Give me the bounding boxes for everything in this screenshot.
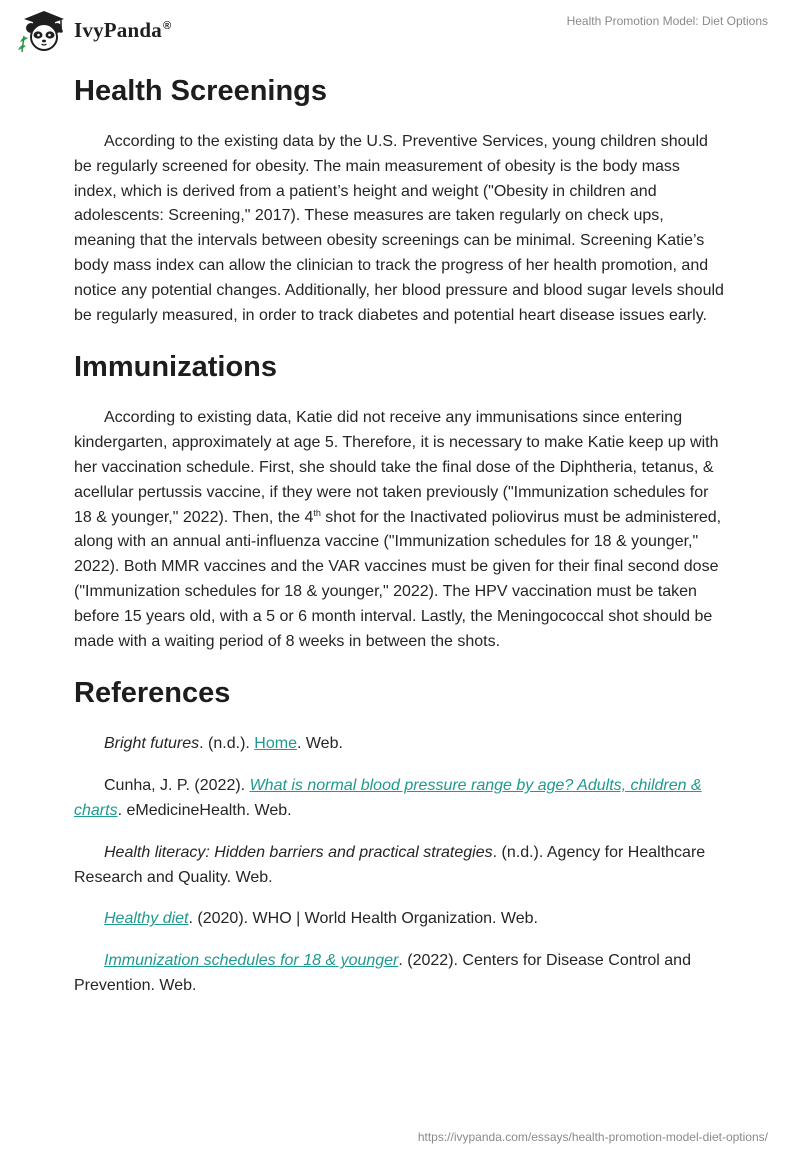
heading-references: References xyxy=(74,677,231,710)
reference-item xyxy=(74,841,726,891)
reference-link-immunization-schedules[interactable]: Immunization schedules for 18 & younger xyxy=(104,952,399,970)
reference-author: Cunha, J. P. (2022). xyxy=(104,777,250,795)
reference-item xyxy=(74,774,726,824)
reference-item xyxy=(74,949,726,999)
page-header xyxy=(0,0,800,62)
section-references xyxy=(74,674,726,998)
reference-title: Bright futures xyxy=(104,735,200,753)
reference-text: . Web. xyxy=(296,735,343,753)
reference-item xyxy=(74,907,726,932)
immunizations-text-start: According to existing data, Katie did not receive any immunisations since entering kindergarten, approximately at age 5. Therefore, it is necessary to make Katie keep up with her vaccination schedule. First, she should take the final dose of the Diphtheria, tetanus, & acellular pertussis vaccine, if they were not taken previously ("Immunization schedules for 18 & younger," 2022). Then, the 4 xyxy=(74,409,719,526)
section-health-screenings xyxy=(74,72,726,328)
reference-text: . (2020). WHO | World Health Organization. Web. xyxy=(188,910,538,928)
heading-health-screenings: Health Screenings xyxy=(74,75,328,107)
essay-content xyxy=(74,72,726,999)
screenings-paragraph: According to the existing data by the U.S. Preventive Services, young children should be regularly screened for obesity. The main measurement of obesity is the body mass index, which is derived from a patient’s height and weight ("Obesity in children and adolescents: Screening," 2017). These measures are taken regularly on check ups, meaning that the intervals between obesity screenings can be minimal. Screening Katie’s body mass index can allow the clinician to track the progress of her health promotion, and notice any potential changes. Additionally, her blood pressure and blood sugar levels should be regularly measured, in order to track diabetes and potential heart disease issues early. xyxy=(74,133,724,324)
reference-link-home[interactable]: Home xyxy=(254,735,297,753)
section-immunizations xyxy=(74,348,726,654)
panda-graduate-icon xyxy=(14,8,70,52)
brand-name: IvyPanda® xyxy=(74,17,172,42)
footer-source-url[interactable]: https://ivypanda.com/essays/health-promotion-model-diet-options/ xyxy=(417,1130,768,1144)
immunizations-paragraph xyxy=(74,406,726,654)
reference-text: . (2022). Centers for Disease Control and Prevention. Web. xyxy=(74,952,691,994)
reference-text: . (n.d.). Agency for Healthcare Research and Quality. Web. xyxy=(74,843,706,886)
reference-text: . (n.d.). xyxy=(199,735,255,753)
immunizations-text-end: shot for the Inactivated poliovirus must be administered, along with an annual anti-influenza vaccine ("Immunization schedules for 18 & younger," 2022). Both MMR vaccines and the VAR vaccines must be given for their final second dose ("Immunization schedules for 18 & younger," 2022). The HPV vaccination must be taken before 15 years old, with a 5 or 6 month interval. Lastly, the Meningococcal shot should be made with a waiting period of 8 weeks in between the shots. xyxy=(74,508,722,650)
reference-link-blood-pressure[interactable]: What is normal blood pressure range by age? Adults, children & charts xyxy=(74,777,702,819)
registered-mark: ® xyxy=(162,19,172,32)
reference-title: Health literacy: Hidden barriers and practical strategies xyxy=(104,843,493,861)
reference-item xyxy=(74,732,726,757)
ivypanda-logo[interactable] xyxy=(14,8,171,52)
reference-link-healthy-diet[interactable]: Healthy diet xyxy=(104,910,189,928)
heading-immunizations: Immunizations xyxy=(74,351,278,384)
ordinal-superscript: th xyxy=(313,507,321,518)
document-title: Health Promotion Model: Diet Options xyxy=(566,14,768,28)
reference-text: . eMedicineHealth. Web. xyxy=(117,801,292,819)
